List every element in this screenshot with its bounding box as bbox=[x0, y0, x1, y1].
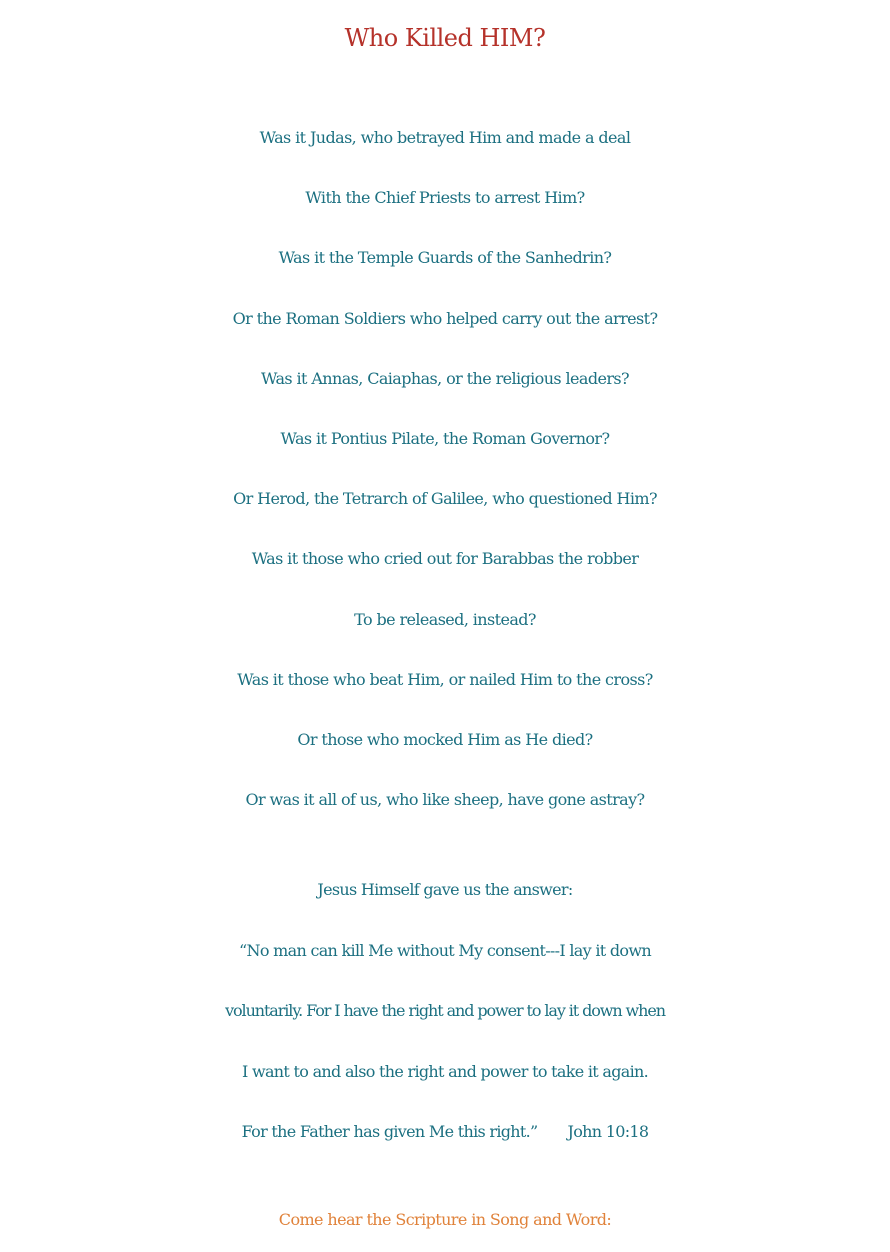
poem-line: Or those who mocked Him as He died? bbox=[297, 729, 593, 749]
poem-line: To be released, instead? bbox=[354, 609, 536, 629]
poem-line: With the Chief Priests to arrest Him? bbox=[305, 188, 585, 208]
poem-line: Or Herod, the Tetrarch of Galilee, who questioned Him? bbox=[233, 489, 657, 509]
poem-line: Was it Judas, who betrayed Him and made a deal bbox=[259, 128, 631, 147]
invitation-text: Come hear the Scripture in Song and Word: bbox=[278, 1210, 612, 1229]
poem-line: Was it those who beat Him, or nailed Him to the cross? bbox=[237, 669, 653, 689]
poem-line: Was it those who cried out for Barabbas the robber bbox=[251, 549, 639, 569]
poem-line: Was it the Temple Guards of the Sanhedrin? bbox=[278, 248, 612, 268]
quote-line: For the Father has given Me this right.” bbox=[241, 1122, 538, 1141]
poem-line: Or was it all of us, who like sheep, have gone astray? bbox=[245, 790, 645, 810]
quote-line: voluntarily. For I have the right and power to lay it down when bbox=[225, 1001, 665, 1020]
poem-line: Or the Roman Soldiers who helped carry out the arrest? bbox=[232, 308, 658, 328]
poem-line: Was it Annas, Caiaphas, or the religious leaders? bbox=[261, 368, 629, 388]
quote-line: I want to and also the right and power to take it again. bbox=[241, 1061, 649, 1081]
poem-line: Was it Pontius Pilate, the Roman Governor? bbox=[280, 428, 610, 448]
answer-section bbox=[0, 860, 890, 1163]
quote-line: “No man can kill Me without My consent---I lay it down bbox=[239, 940, 651, 960]
quote-final-line bbox=[0, 1102, 890, 1163]
poem-questions bbox=[0, 108, 890, 830]
page-title: Who Killed HIM? bbox=[344, 24, 546, 52]
answer-intro: Jesus Himself gave us the answer: bbox=[317, 880, 573, 899]
scripture-reference: John 10:18 bbox=[567, 1122, 649, 1141]
